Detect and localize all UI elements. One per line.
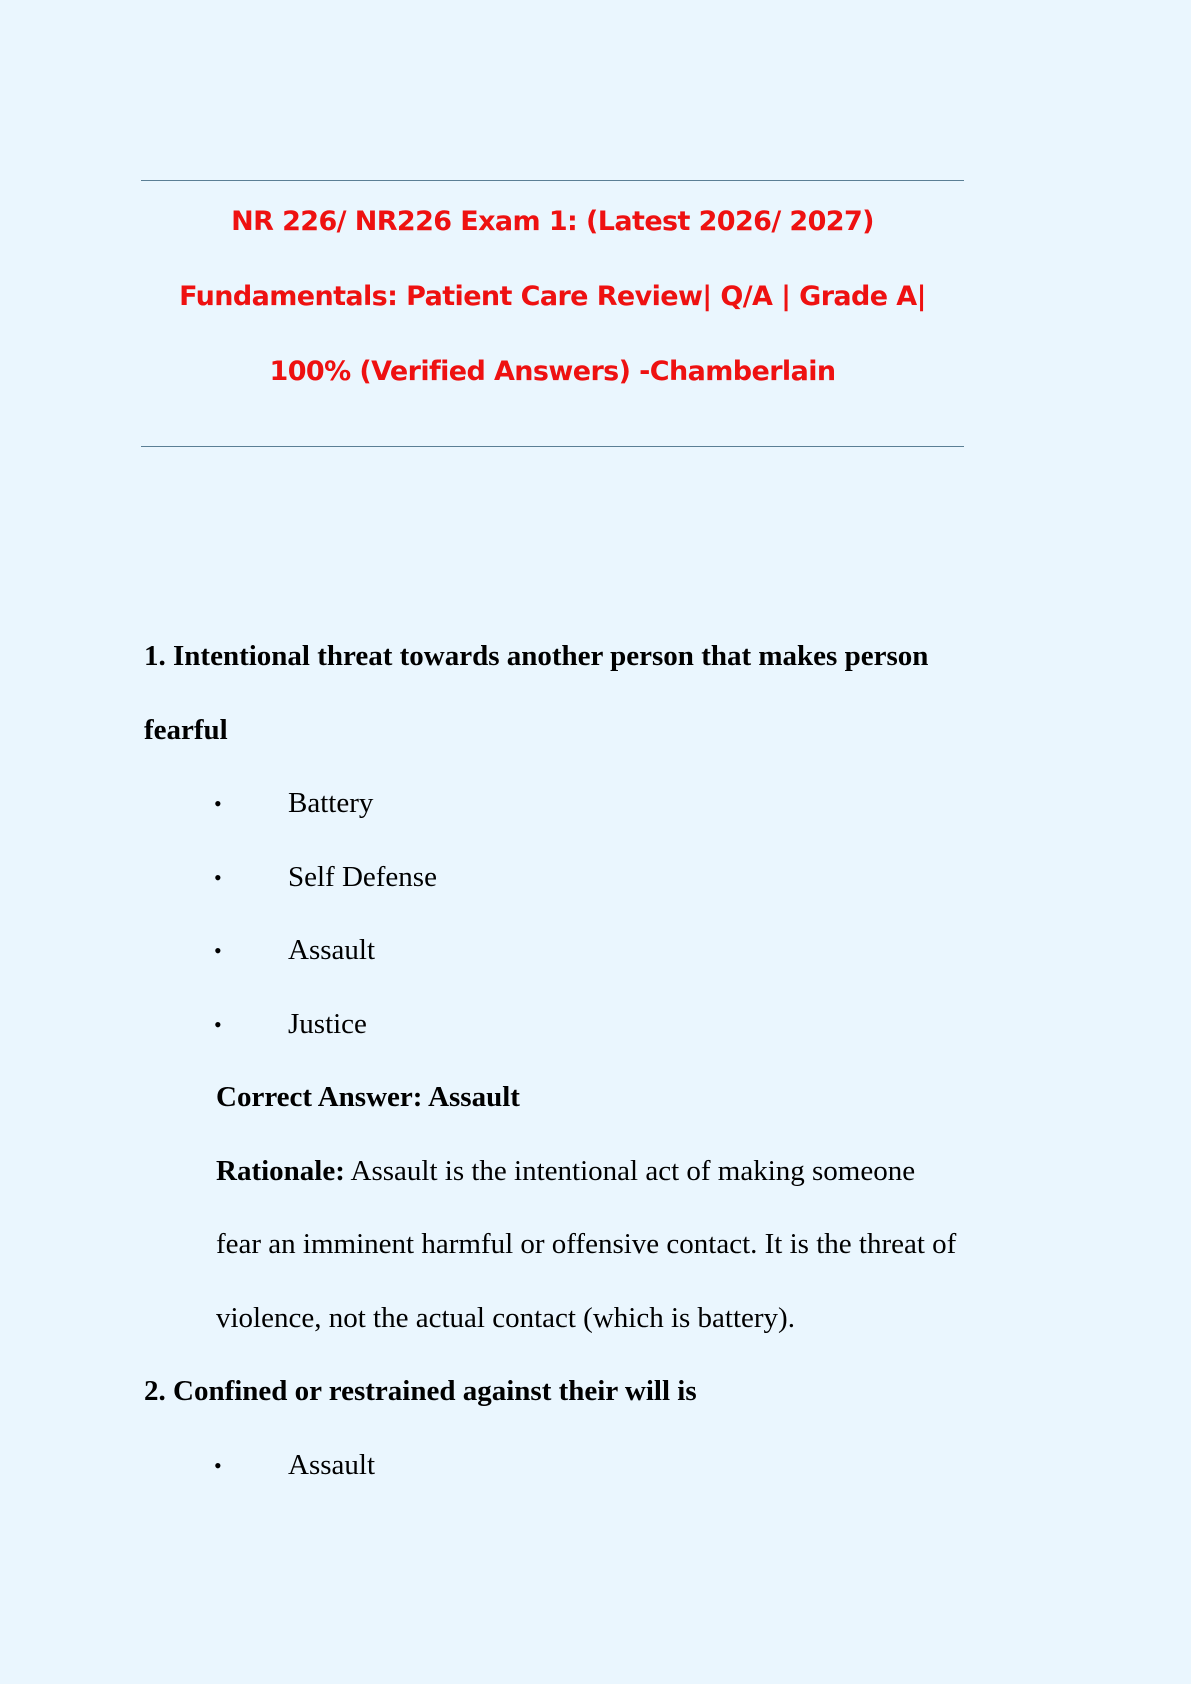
option-item — [144, 841, 1044, 915]
bullet-icon: • — [214, 1452, 222, 1478]
rationale-text: Assault is the intentional act of making someone — [344, 1154, 916, 1187]
question-text: 1. Intentional threat towards another person that makes person — [144, 640, 929, 672]
question-list — [144, 620, 1044, 1502]
option-label: Self Defense — [288, 860, 437, 893]
bullet-icon: • — [214, 938, 222, 963]
rationale-line — [216, 1135, 984, 1209]
rationale-line: violence, not the actual contact (which is battery). — [216, 1301, 795, 1334]
title-line: NR 226/ NR226 Exam 1: (Latest 2026/ 2027) — [231, 206, 874, 237]
question-1 — [144, 620, 1044, 1355]
option-label: Battery — [288, 787, 374, 819]
bullet-icon: • — [214, 864, 222, 890]
title-top-rule — [141, 180, 964, 181]
option-list — [144, 1429, 1044, 1503]
option-label: Justice — [288, 1007, 367, 1040]
question-text: 2. Confined or restrained against their will is — [144, 1375, 697, 1407]
rationale-label: Rationale: — [216, 1154, 345, 1187]
bullet-icon: • — [214, 791, 222, 816]
option-item — [144, 1429, 1044, 1503]
document-title — [141, 196, 964, 421]
option-item — [144, 767, 1044, 841]
correct-answer: Correct Answer: Assault — [216, 1081, 520, 1113]
bullet-icon: • — [214, 1011, 222, 1037]
option-list — [144, 767, 1044, 1061]
rationale-line: fear an imminent harmful or offensive contact. It is the threat of — [216, 1228, 957, 1260]
option-label: Assault — [288, 1448, 375, 1481]
option-item — [144, 988, 1044, 1062]
question-2 — [144, 1355, 1044, 1502]
title-line: 100% (Verified Answers) -Chamberlain — [269, 356, 836, 387]
option-item — [144, 914, 1044, 988]
option-label: Assault — [288, 934, 375, 966]
rationale — [144, 1135, 1044, 1356]
title-bottom-rule — [141, 446, 964, 447]
question-text: fearful — [144, 713, 228, 746]
title-line: Fundamentals: Patient Care Review| Q/A | Grade A| — [179, 281, 926, 312]
